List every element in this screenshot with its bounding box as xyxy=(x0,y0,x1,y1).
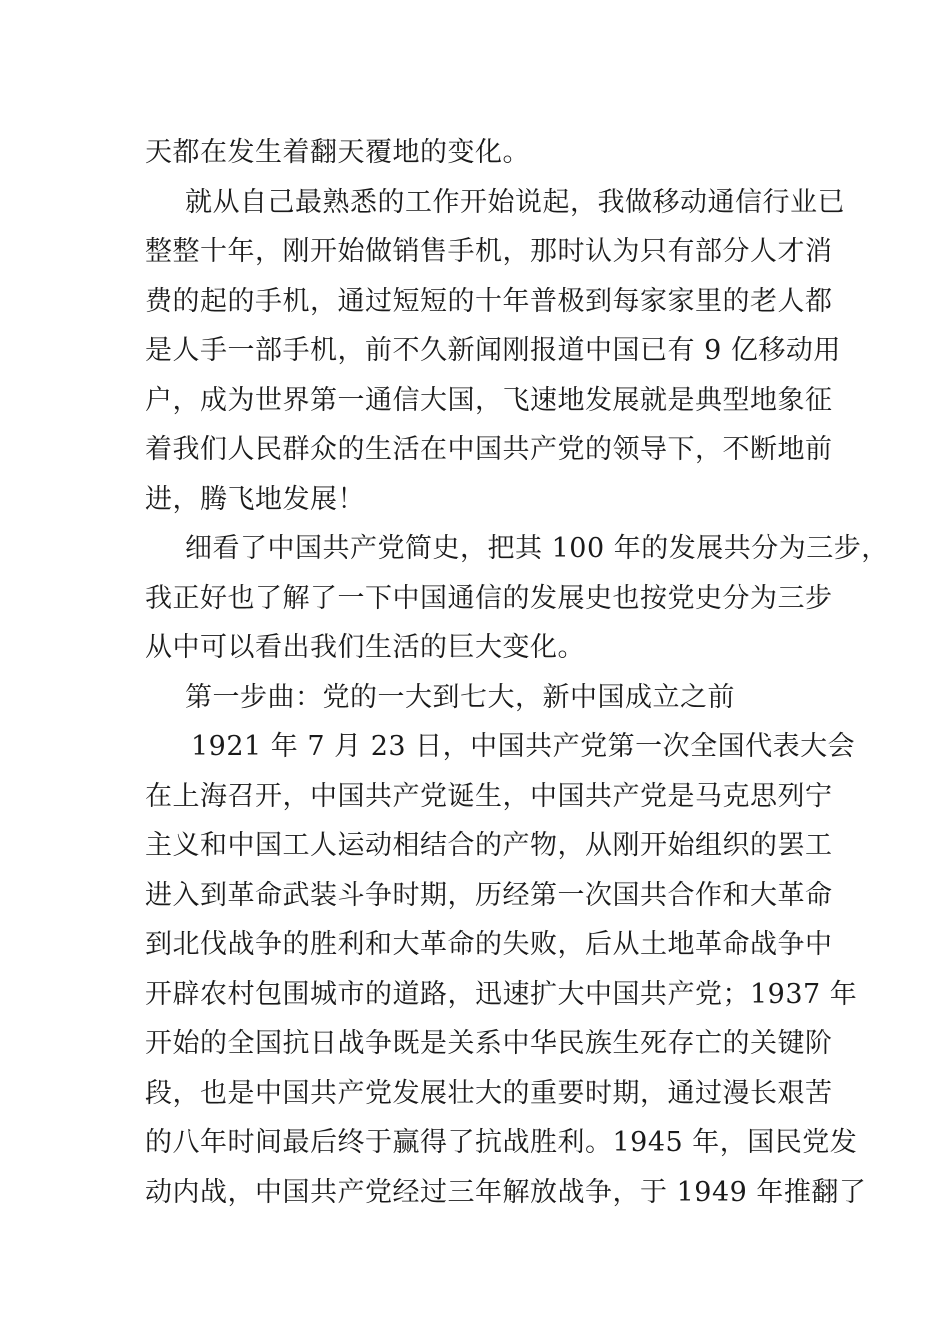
text-line: 整整十年，刚开始做销售手机，那时认为只有部分人才消 xyxy=(145,236,833,267)
text-line: 开始的全国抗日战争既是关系中华民族生死存亡的关键阶 xyxy=(145,1028,833,1059)
text-line: 进入到革命武装斗争时期，历经第一次国共合作和大革命 xyxy=(145,879,833,911)
text-line: 天都在发生着翻天覆地的变化。 xyxy=(145,137,530,168)
text-line: 户，成为世界第一通信大国，飞速地发展就是典型地象征 xyxy=(145,384,833,416)
text-line: 1921 年 7 月 23 日，中国共产党第一次全国代表大会 xyxy=(191,731,856,762)
text-line: 到北伐战争的胜利和大革命的失败，后从土地革命战争中 xyxy=(145,929,833,960)
text-line: 动内战，中国共产党经过三年解放战争，于 1949 年推翻了 xyxy=(145,1176,867,1208)
section-heading: 第一步曲：党的一大到七大，新中国成立之前 xyxy=(185,681,735,713)
body-text xyxy=(145,128,889,1217)
text-line: 我正好也了解了一下中国通信的发展史也按党史分为三步 xyxy=(145,582,833,614)
text-line: 进，腾飞地发展！ xyxy=(145,483,365,515)
text-line: 是人手一部手机，前不久新闻刚报道中国已有 9 亿移动用 xyxy=(145,335,841,366)
text-line: 段，也是中国共产党发展壮大的重要时期，通过漫长艰苦 xyxy=(145,1077,833,1109)
text-line: 从中可以看出我们生活的巨大变化。 xyxy=(145,632,585,663)
text-line: 着我们人民群众的生活在中国共产党的领导下，不断地前 xyxy=(145,434,833,465)
text-line: 细看了中国共产党简史，把其 100 年的发展共分为三步， xyxy=(185,533,889,564)
text-line: 就从自己最熟悉的工作开始说起，我做移动通信行业已 xyxy=(185,186,845,218)
text-line: 的八年时间最后终于赢得了抗战胜利。1945 年，国民党发 xyxy=(145,1127,858,1158)
text-line: 在上海召开，中国共产党诞生，中国共产党是马克思列宁 xyxy=(145,780,833,812)
text-line: 主义和中国工人运动相结合的产物，从刚开始组织的罢工 xyxy=(145,830,833,861)
text-line: 费的起的手机，通过短短的十年普极到每家家里的老人都 xyxy=(145,285,833,317)
text-line: 开辟农村包围城市的道路，迅速扩大中国共产党；1937 年 xyxy=(145,978,858,1010)
